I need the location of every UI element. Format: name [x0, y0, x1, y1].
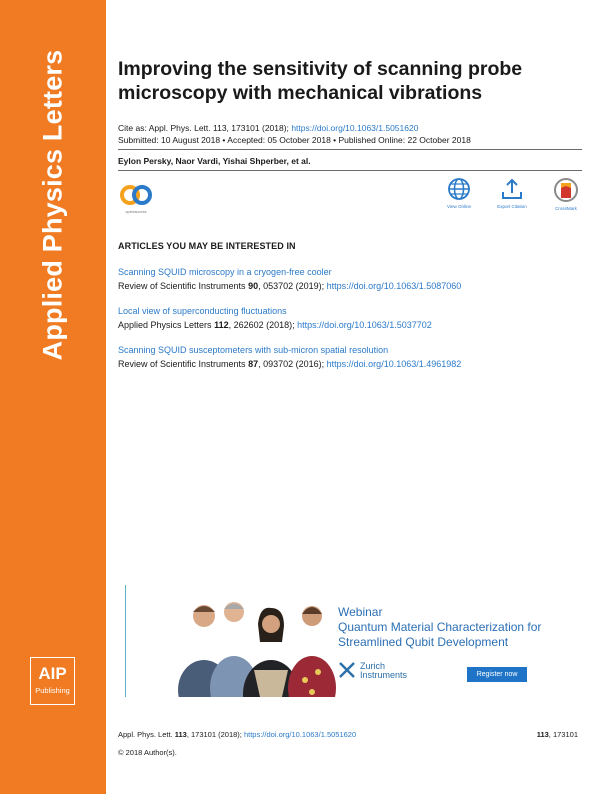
- register-now-button[interactable]: Register now: [467, 667, 527, 682]
- related-article-journal: Applied Physics Letters: [118, 320, 212, 330]
- globe-icon: [447, 177, 471, 201]
- related-article-title[interactable]: Local view of superconducting fluctuations: [118, 306, 287, 316]
- crossmark-button[interactable]: [541, 177, 591, 211]
- brand-name: [360, 662, 407, 680]
- journal-name: Applied Physics Letters: [37, 49, 68, 361]
- related-article: [118, 343, 588, 371]
- aip-logo-text: AIP: [38, 664, 67, 683]
- journal-sidebar: [0, 0, 106, 794]
- ad-kicker: Webinar: [338, 605, 383, 619]
- open-access-label: openaccess: [125, 209, 147, 214]
- footer-citation: [118, 730, 356, 739]
- webinar-advertisement[interactable]: [118, 585, 580, 697]
- footer-volume: 113: [174, 730, 187, 739]
- footer-page-number: , 173101: [548, 730, 578, 739]
- copyright-notice: © 2018 Author(s).: [118, 748, 177, 757]
- open-access-icon: [118, 183, 154, 209]
- footer-doi-link[interactable]: https://doi.org/10.1063/1.5051620: [243, 730, 357, 739]
- cite-reference: Appl. Phys. Lett. 113, 173101 (2018);: [148, 123, 289, 133]
- related-article-doi-link[interactable]: https://doi.org/10.1063/1.5037702: [297, 320, 432, 330]
- related-article-journal: Review of Scientific Instruments: [118, 359, 246, 369]
- related-article-doi-link[interactable]: https://doi.org/10.1063/1.5087060: [326, 281, 462, 291]
- related-article: [118, 304, 588, 332]
- related-article-volume: 87: [248, 359, 259, 369]
- cite-line: [118, 123, 418, 133]
- author-list[interactable]: Eylon Persky, Naor Vardi, Yishai Shperber, et al.: [118, 156, 311, 166]
- related-article-volume: 112: [214, 320, 229, 330]
- brand-name-line: Instruments: [360, 670, 408, 680]
- related-article-source: [118, 279, 588, 293]
- ad-headline: Quantum Material Characterization for Streamlined Qubit Development: [338, 620, 542, 649]
- article-title: Improving the sensitivity of scanning probe microscopy with mechanical vibrations: [118, 58, 523, 104]
- crossmark-icon: [553, 177, 579, 203]
- presenters-photo: [176, 590, 338, 697]
- aip-publishing-logo[interactable]: [30, 657, 75, 705]
- related-article-journal: Review of Scientific Instruments: [118, 281, 246, 291]
- cite-label: Cite as:: [118, 123, 147, 133]
- publication-dates: Submitted: 10 August 2018 • Accepted: 05 October 2018 • Published Online: 22 October 2018: [118, 135, 471, 145]
- footer-page-volume: 113: [536, 730, 549, 739]
- related-article-pages: , 093702 (2016);: [258, 359, 325, 369]
- footer-journal: Appl. Phys. Lett.: [118, 730, 173, 739]
- divider: [118, 149, 582, 150]
- open-access-logo: [118, 183, 154, 215]
- related-article-title[interactable]: Scanning SQUID microscopy in a cryogen-free cooler: [118, 267, 332, 277]
- export-citation-button[interactable]: [487, 177, 537, 209]
- related-article-source: [118, 357, 588, 371]
- zurich-instruments-logo: [338, 661, 428, 683]
- related-article: [118, 265, 588, 293]
- view-online-button[interactable]: [434, 177, 484, 209]
- export-citation-label: Export Citation: [497, 204, 527, 209]
- related-article-doi-link[interactable]: https://doi.org/10.1063/1.4961982: [326, 359, 462, 369]
- footer-pages: , 173101 (2018);: [186, 730, 242, 739]
- divider: [118, 170, 582, 171]
- brand-name-line: Zurich: [360, 661, 386, 671]
- crossmark-label: CrossMark: [555, 206, 577, 211]
- related-article-volume: 90: [248, 281, 259, 291]
- ad-accent-line: [125, 585, 126, 697]
- export-icon: [500, 177, 524, 201]
- related-article-pages: , 262602 (2018);: [228, 320, 295, 330]
- related-article-title[interactable]: Scanning SQUID susceptometers with sub-micron spatial resolution: [118, 345, 389, 355]
- aip-logo-subtext: Publishing: [35, 686, 70, 695]
- footer-page-id: [537, 730, 578, 739]
- article-doi-link[interactable]: https://doi.org/10.1063/1.5051620: [291, 123, 419, 133]
- zurich-x-icon: [338, 661, 356, 679]
- related-article-source: [118, 318, 588, 332]
- related-articles-heading: ARTICLES YOU MAY BE INTERESTED IN: [118, 241, 296, 251]
- view-online-label: View Online: [447, 204, 471, 209]
- related-article-pages: , 053702 (2019);: [258, 281, 325, 291]
